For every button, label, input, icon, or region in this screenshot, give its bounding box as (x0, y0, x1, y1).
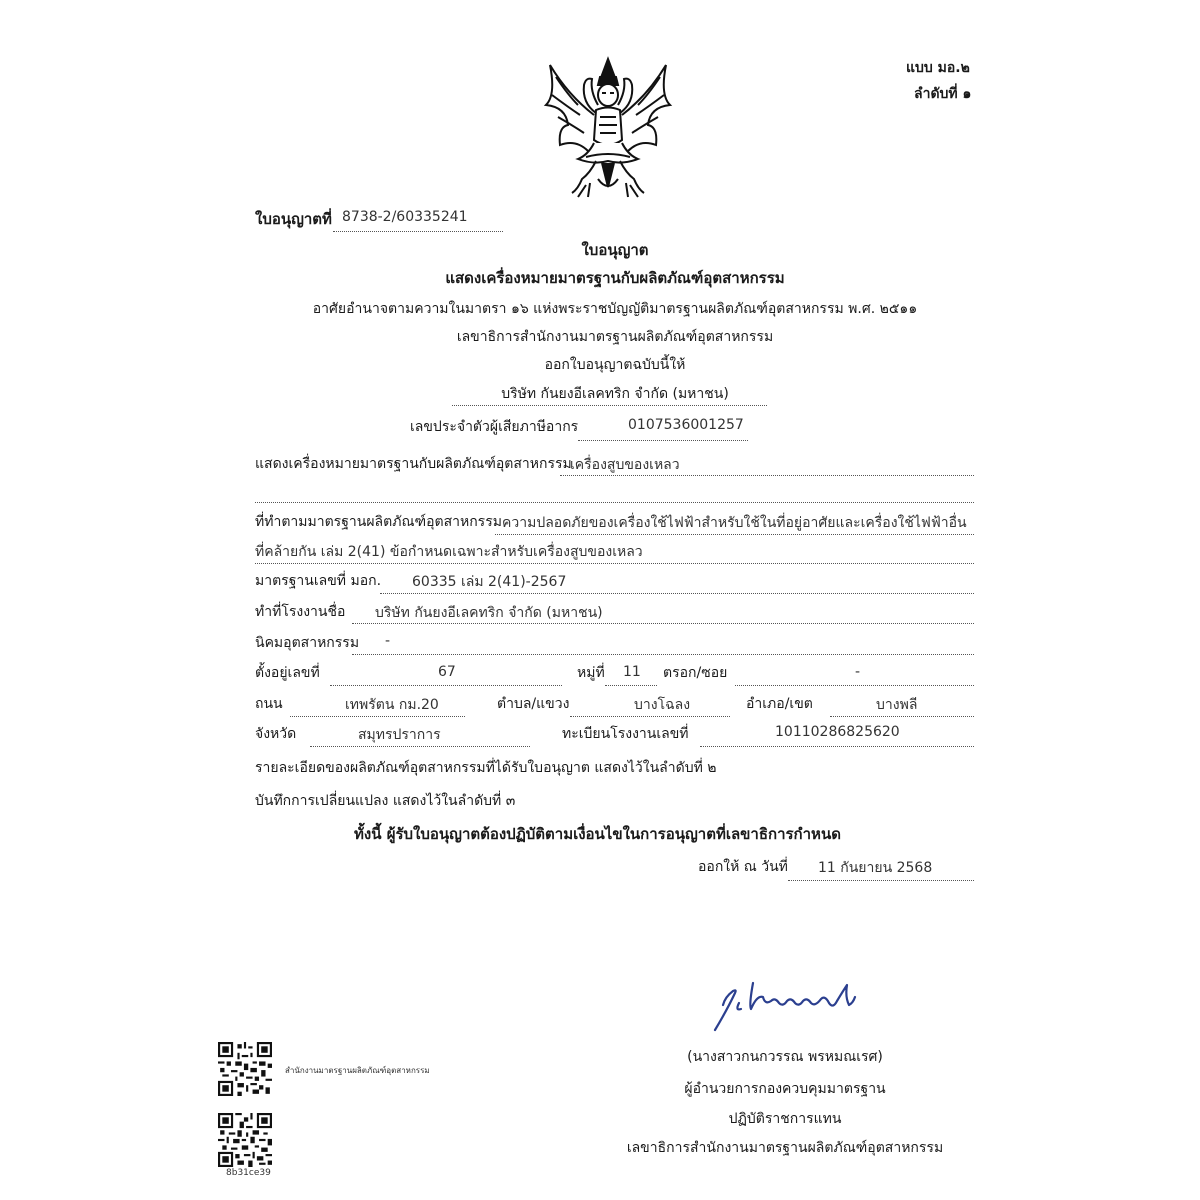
province-underline (310, 746, 530, 747)
reg-value: 10110286825620 (775, 724, 900, 740)
authority-line1: อาศัยอำนาจตามความในมาตรา ๑๖ แห่งพระราชบัญญัติมาตรฐานผลิตภัณฑ์อุตสาหกรรม พ.ศ. ๒๕๑๑ (312, 301, 918, 317)
authority-line2: เลขาธิการสำนักงานมาตรฐานผลิตภัณฑ์อุตสาหกรรม (456, 329, 774, 345)
title-line1: ใบอนุญาต (581, 241, 649, 259)
standard-underline-1 (495, 534, 974, 535)
authority-line3: ออกใบอนุญาตฉบับนี้ให้ (544, 357, 686, 373)
signatory-name: (นางสาวกนกวรรณ พรหมณเรศ) (687, 1049, 883, 1065)
details-note: รายละเอียดของผลิตภัณฑ์อุตสาหกรรมที่ได้รับใบอนุญาต แสดงไว้ในลำดับที่ ๒ (255, 760, 717, 776)
product-value: เครื่องสูบของเหลว (570, 457, 680, 473)
license-no-underline (333, 231, 503, 232)
changes-note: บันทึกการเปลี่ยนแปลง แสดงไว้ในลำดับที่ ๓ (255, 793, 516, 809)
garuda-emblem-icon (538, 55, 678, 205)
standard-no-underline (380, 593, 974, 594)
province-label: จังหวัด (255, 726, 297, 742)
standard-label: ที่ทำตามมาตรฐานผลิตภัณฑ์อุตสาหกรรม (255, 514, 502, 530)
signature-icon (705, 975, 865, 1035)
soi-underline (735, 685, 974, 686)
signatory-position-1: ผู้อำนวยการกองควบคุมมาตรฐาน (684, 1081, 886, 1097)
road-value: เทพรัตน กม.20 (345, 697, 439, 713)
title-line2: แสดงเครื่องหมายมาตรฐานกับผลิตภัณฑ์อุตสาหกรรม (445, 269, 785, 287)
moo-label: หมู่ที่ (577, 665, 605, 681)
issue-date-underline (788, 880, 974, 881)
subdistrict-label: ตำบล/แขวง (497, 696, 570, 712)
qr-code-verify-icon[interactable] (218, 1113, 272, 1167)
form-code: แบบ มอ.๒ (906, 60, 970, 76)
address-no-value: 67 (438, 664, 456, 680)
district-value: บางพลี (876, 697, 918, 713)
tax-id-underline (578, 440, 748, 441)
product-underline-2 (255, 502, 974, 503)
subdistrict-value: บางโฉลง (634, 697, 691, 713)
road-underline (290, 716, 465, 717)
form-sequence: ลำดับที่ ๑ (914, 86, 972, 102)
factory-name-value: บริษัท กันยงอีเลคทริก จำกัด (มหาชน) (375, 605, 603, 621)
standard-underline-2 (255, 563, 974, 564)
district-underline (830, 716, 974, 717)
tax-id-label: เลขประจำตัวผู้เสียภาษีอากร (410, 419, 579, 435)
qr-code-icon[interactable] (218, 1042, 272, 1096)
signatory-position-2: ปฏิบัติราชการแทน (728, 1111, 842, 1127)
reg-label: ทะเบียนโรงงานเลขที่ (562, 726, 689, 742)
road-label: ถนน (255, 696, 283, 712)
moo-underline (605, 685, 657, 686)
address-no-underline (330, 685, 562, 686)
estate-value: - (385, 633, 391, 649)
licensee-name: บริษัท กันยงอีเลคทริก จำกัด (มหาชน) (501, 386, 729, 402)
signatory-position-3: เลขาธิการสำนักงานมาตรฐานผลิตภัณฑ์อุตสาหกรรม (626, 1140, 944, 1156)
moo-value: 11 (623, 664, 641, 680)
license-no-value: 8738-2/60335241 (342, 209, 468, 225)
standard-value-line1: ความปลอดภัยของเครื่องใช้ไฟฟ้าสำหรับใช้ในที่อยู่อาศัยและเครื่องใช้ไฟฟ้าอื่น (502, 515, 967, 531)
product-underline-1 (560, 475, 974, 476)
estate-label: นิคมอุตสาหกรรม (255, 635, 360, 651)
address-no-label: ตั้งอยู่เลขที่ (255, 665, 320, 681)
product-label: แสดงเครื่องหมายมาตรฐานกับผลิตภัณฑ์อุตสาหกรรม (255, 456, 572, 472)
soi-label: ตรอก/ซอย (663, 665, 728, 681)
qr-code-text: 8b31ce39 (226, 1168, 271, 1178)
license-no-label: ใบอนุญาตที่ (255, 210, 332, 228)
estate-underline (352, 654, 974, 655)
standard-no-value: 60335 เล่ม 2(41)-2567 (412, 574, 567, 590)
subdistrict-underline (570, 716, 730, 717)
qr-caption: สำนักงานมาตรฐานผลิตภัณฑ์อุตสาหกรรม (285, 1066, 430, 1075)
soi-value: - (855, 664, 861, 680)
reg-underline (700, 746, 974, 747)
issue-label: ออกให้ ณ วันที่ (698, 859, 788, 875)
issue-date: 11 กันยายน 2568 (818, 860, 933, 876)
province-value: สมุทรปราการ (358, 727, 441, 743)
licensee-underline (452, 405, 767, 406)
factory-name-label: ทำที่โรงงานชื่อ (255, 604, 346, 620)
standard-no-label: มาตรฐานเลขที่ มอก. (255, 573, 382, 589)
condition-note: ทั้งนี้ ผู้รับใบอนุญาตต้องปฏิบัติตามเงื่อนไขในการอนุญาตที่เลขาธิการกำหนด (354, 825, 841, 843)
district-label: อำเภอ/เขต (746, 696, 813, 712)
tax-id-value: 0107536001257 (628, 417, 744, 433)
factory-name-underline (352, 623, 974, 624)
standard-value-line2: ที่คล้ายกัน เล่ม 2(41) ข้อกำหนดเฉพาะสำหรับเครื่องสูบของเหลว (255, 544, 643, 560)
